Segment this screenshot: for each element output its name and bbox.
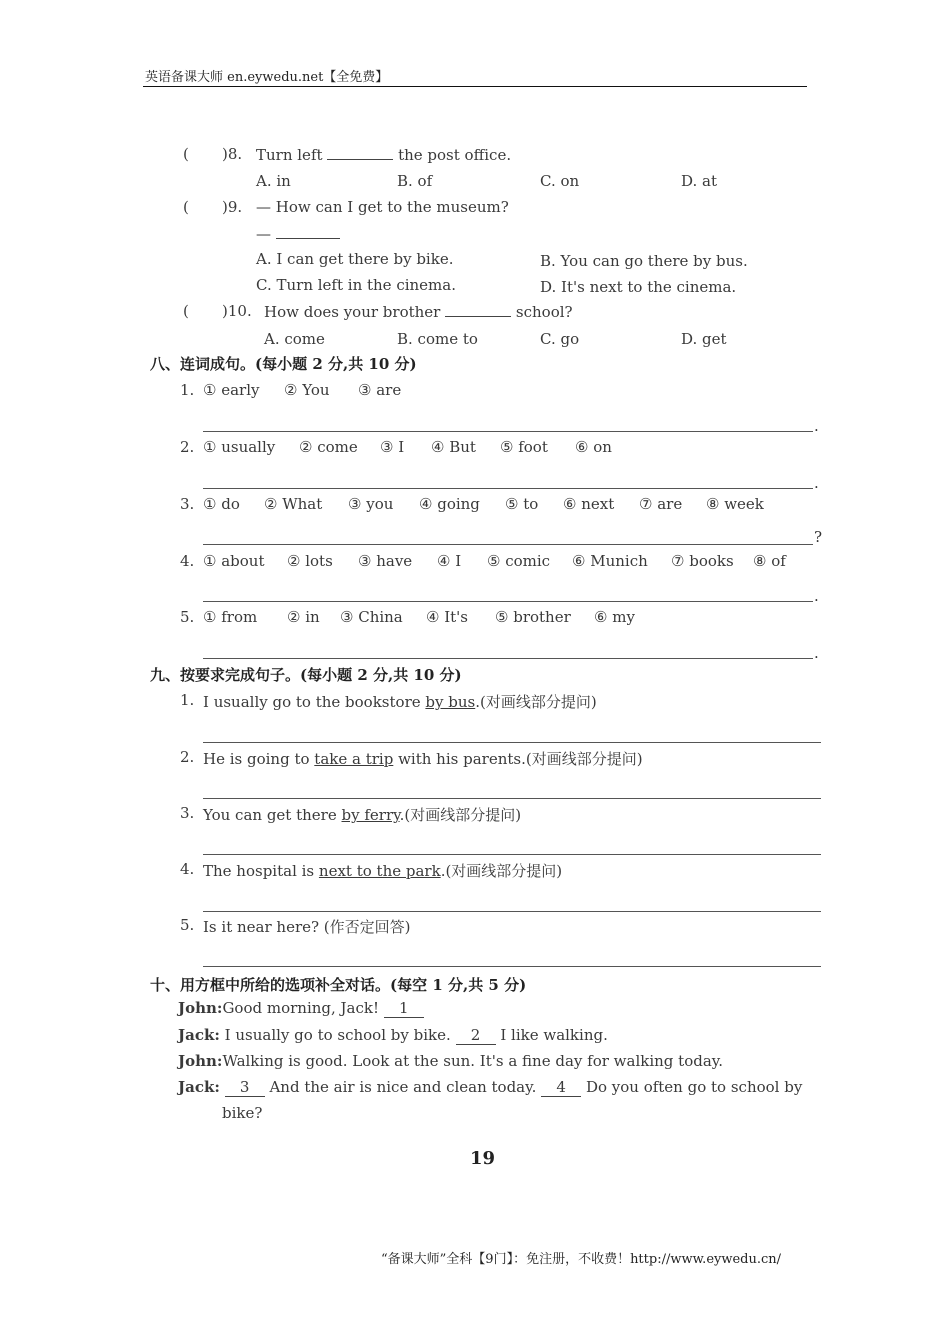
word-chip: ⑤ foot — [500, 438, 548, 456]
word-chip: ⑥ next — [563, 495, 615, 513]
item-number: 1. — [180, 381, 195, 399]
word-chip: ③ have — [358, 552, 413, 570]
word-chip: ③ China — [340, 608, 403, 626]
word-chip: ④ But — [431, 438, 476, 456]
dialogue-line: Jack: 3 And the air is nice and clean today. 4 Do you often go to school by — [178, 1078, 803, 1096]
dialogue-blank[interactable]: 2 — [456, 1026, 496, 1045]
question-text: — How can I get to the museum? — [256, 198, 509, 216]
option-a: A. come — [264, 330, 325, 348]
question-number: )9. — [222, 198, 243, 216]
item-number: 3. — [180, 804, 195, 822]
site-header: 英语备课大师 en.eywedu.net【全免费】 — [145, 70, 389, 85]
option-c: C. on — [540, 172, 580, 190]
word-chip: ① usually — [203, 438, 276, 456]
question-number: )8. — [222, 145, 243, 163]
dialogue-line: John:Walking is good. Look at the sun. It's a fine day for walking today. — [178, 1052, 724, 1070]
dialogue-blank[interactable]: 1 — [384, 999, 424, 1018]
word-chip: ⑧ of — [753, 552, 786, 570]
site-footer: “备课大师”全科【9门】：免注册，不收费！http://www.eywedu.cn/ — [381, 1252, 782, 1267]
option-b: B. come to — [397, 330, 478, 348]
option-a: A. in — [256, 172, 291, 190]
option-d: D. It's next to the cinema. — [540, 278, 737, 296]
item-number: 1. — [180, 691, 195, 709]
dialogue-blank[interactable]: 4 — [541, 1078, 581, 1097]
sentence-end: . — [814, 474, 819, 492]
word-chip: ② What — [264, 495, 323, 513]
sentence-end: . — [814, 417, 819, 435]
question-text: Turn left the post office. — [256, 146, 512, 164]
section-title: 十、用方框中所给的选项补全对话。(每空 1 分,共 5 分) — [150, 976, 527, 994]
word-chip: ⑦ books — [671, 552, 734, 570]
dialogue-blank[interactable]: 3 — [225, 1078, 265, 1097]
fill-blank[interactable] — [327, 145, 393, 160]
header-divider — [143, 86, 807, 87]
dialogue-continuation: bike? — [222, 1104, 263, 1122]
word-chip: ③ I — [380, 438, 405, 456]
instruction-text: Is it near here? (作否定回答) — [203, 918, 411, 936]
sentence-end: . — [814, 587, 819, 605]
instruction-text: The hospital is next to the park.(对画线部分提问) — [203, 862, 563, 880]
answer-dash: — — [256, 224, 340, 243]
answer-paren: ( — [183, 198, 189, 216]
sentence-end: ? — [814, 528, 823, 546]
option-d: D. get — [681, 330, 727, 348]
answer-line[interactable] — [203, 854, 821, 855]
word-chip: ⑥ Munich — [572, 552, 648, 570]
option-b: B. of — [397, 172, 433, 190]
dialogue-line: Jack: I usually go to school by bike. 2 I like walking. — [178, 1026, 608, 1044]
answer-line[interactable] — [203, 601, 813, 602]
item-number: 5. — [180, 916, 195, 934]
instruction-text: You can get there by ferry.(对画线部分提问) — [203, 806, 522, 824]
option-c: C. go — [540, 330, 580, 348]
answer-line[interactable] — [203, 658, 813, 659]
dialogue-line: John:Good morning, Jack! 1 — [178, 999, 424, 1018]
fill-blank[interactable] — [276, 224, 340, 239]
word-chip: ⑦ are — [639, 495, 683, 513]
answer-line[interactable] — [203, 742, 821, 743]
question-number: )10. — [222, 302, 252, 320]
item-number: 5. — [180, 608, 195, 626]
word-chip: ④ going — [419, 495, 480, 513]
word-chip: ① about — [203, 552, 265, 570]
answer-line[interactable] — [203, 544, 813, 545]
word-chip: ② come — [299, 438, 358, 456]
word-chip: ⑤ brother — [495, 608, 571, 626]
answer-line[interactable] — [203, 911, 821, 912]
word-chip: ③ are — [358, 381, 402, 399]
word-chip: ① do — [203, 495, 240, 513]
sentence-end: . — [814, 644, 819, 662]
answer-line[interactable] — [203, 798, 821, 799]
answer-paren: ( — [183, 302, 189, 320]
word-chip: ② lots — [287, 552, 333, 570]
item-number: 4. — [180, 552, 195, 570]
instruction-text: He is going to take a trip with his parents.(对画线部分提问) — [203, 750, 643, 768]
word-chip: ④ I — [437, 552, 462, 570]
word-chip: ① from — [203, 608, 258, 626]
word-chip: ① early — [203, 381, 260, 399]
option-a: A. I can get there by bike. — [256, 250, 454, 268]
option-b: B. You can go there by bus. — [540, 252, 748, 270]
item-number: 2. — [180, 748, 195, 766]
option-c: C. Turn left in the cinema. — [256, 276, 456, 294]
word-chip: ④ It's — [426, 608, 468, 626]
word-chip: ⑥ on — [575, 438, 612, 456]
section-title: 八、连词成句。(每小题 2 分,共 10 分) — [150, 355, 417, 373]
word-chip: ⑤ to — [505, 495, 539, 513]
word-chip: ⑧ week — [706, 495, 764, 513]
item-number: 4. — [180, 860, 195, 878]
item-number: 3. — [180, 495, 195, 513]
section-title: 九、按要求完成句子。(每小题 2 分,共 10 分) — [150, 666, 462, 684]
word-chip: ② You — [284, 381, 330, 399]
item-number: 2. — [180, 438, 195, 456]
word-chip: ③ you — [348, 495, 394, 513]
page-number: 19 — [470, 1148, 496, 1169]
word-chip: ⑤ comic — [487, 552, 551, 570]
word-chip: ⑥ my — [594, 608, 635, 626]
answer-line[interactable] — [203, 431, 813, 432]
answer-line[interactable] — [203, 966, 821, 967]
fill-blank[interactable] — [445, 302, 511, 317]
question-text: How does your brother school? — [264, 303, 573, 321]
answer-paren: ( — [183, 145, 189, 163]
answer-line[interactable] — [203, 488, 813, 489]
instruction-text: I usually go to the bookstore by bus.(对画线部分提问) — [203, 693, 597, 711]
word-chip: ② in — [287, 608, 320, 626]
option-d: D. at — [681, 172, 717, 190]
